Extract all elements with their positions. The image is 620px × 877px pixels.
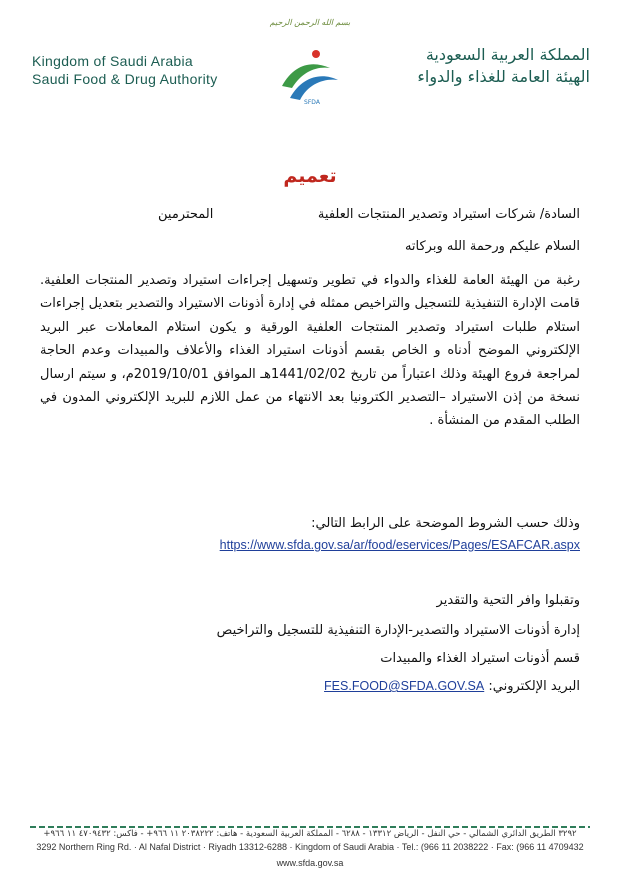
- english-letterhead: [32, 52, 218, 88]
- conditions-link[interactable]: https://www.sfda.gov.sa/ar/food/eservices/Pages/ESAFCAR.aspx: [219, 538, 580, 552]
- arabic-letterhead: [360, 44, 590, 88]
- footer-website[interactable]: www.sfda.gov.sa: [276, 858, 344, 868]
- conditions-link-row: [220, 535, 580, 556]
- email-link[interactable]: FES.FOOD@SFDA.GOV.SA: [324, 679, 485, 693]
- logo-red-dot: [312, 50, 320, 58]
- addressee-line: [40, 204, 580, 225]
- footer-address-ar: ٣٢٩٢ الطريق الدائري الشمالي - حي النفل - الرياض ١٣٣١٢ - ٦٢٨٨ - المملكة العربية السعودية - هاتف: ٢٠٣٨٢٢٢ ١١ ٩٦٦+ - فاكس: ٤٧٠٩٤٣٢ ١١ ٩٦٦+: [43, 829, 577, 839]
- authority-name-ar: الهيئة العامة للغذاء والدواء: [417, 67, 590, 86]
- authority-name-en: Saudi Food & Drug Authority: [32, 71, 218, 87]
- addressee: السادة/ شركات استيراد وتصدير المنتجات العلفية: [317, 207, 580, 222]
- kingdom-name-en: Kingdom of Saudi Arabia: [32, 53, 194, 69]
- footer-divider: [30, 826, 590, 828]
- circular-title: تعميم: [283, 165, 337, 187]
- greeting: السلام عليكم ورحمة الله وبركاته: [404, 239, 580, 254]
- signature-line-1: إدارة أذونات الاستيراد والتصدير-الإدارة التنفيذية للتسجيل والتراخيص: [216, 623, 580, 638]
- closing-line: وتقبلوا وافر التحية والتقدير: [436, 593, 580, 608]
- footer-address-en: 3292 Northern Ring Rd. · Al Nafal District · Riyadh 13312-6288 · Kingdom of Saudi Arabia · Tel.: (966 11 2038222 · Fax: (966 11 4709432: [36, 842, 584, 852]
- signature-line-2: قسم أذونات استيراد الغذاء والمبيدات: [380, 651, 580, 666]
- email-label: البريد الإلكتروني:: [488, 679, 580, 694]
- logo-text: SFDA: [304, 99, 320, 106]
- conditions-intro: وذلك حسب الشروط الموضحة على الرابط التالي:: [311, 516, 580, 531]
- addressee-honorific: المحترمين: [158, 207, 214, 222]
- bismillah-calligraphy: بسم الله الرحمن الرحيم: [269, 18, 351, 27]
- kingdom-name-ar: المملكة العربية السعودية: [425, 45, 590, 64]
- sfda-logo: [272, 46, 350, 106]
- body-paragraph: رغبة من الهيئة العامة للغذاء والدواء في تطوير وتسهيل إجراءات استيراد وتصدير المنتجات العلفية. قامت الإدارة التنفيذية للتسجيل والتراخيص ممثله في إدارة أذونات الاستيراد والتصدير بتعديل إجراءات استلام طلبات استيراد وتصدير المنتجات العلفية الورقية و يكون استلام المعاملات عبر البريد الإلكتروني الموضح أدناه و الخاص بقسم أذونات استيراد الغذاء والأعلاف والمبيدات وعدم الحاجة لمراجعة فروع الهيئة وذلك اعتباراً من تاريخ 1441/02/02هـ الموافق 2019/10/01م، و سيتم ارسال نسخة من إذن الاستيراد –التصدير الكترونيا بعد الانتهاء من عمل اللازم للبريد الإلكتروني المدون في الطلب المقدم من المنشأة .: [40, 273, 580, 429]
- signature-email-row: [324, 676, 580, 697]
